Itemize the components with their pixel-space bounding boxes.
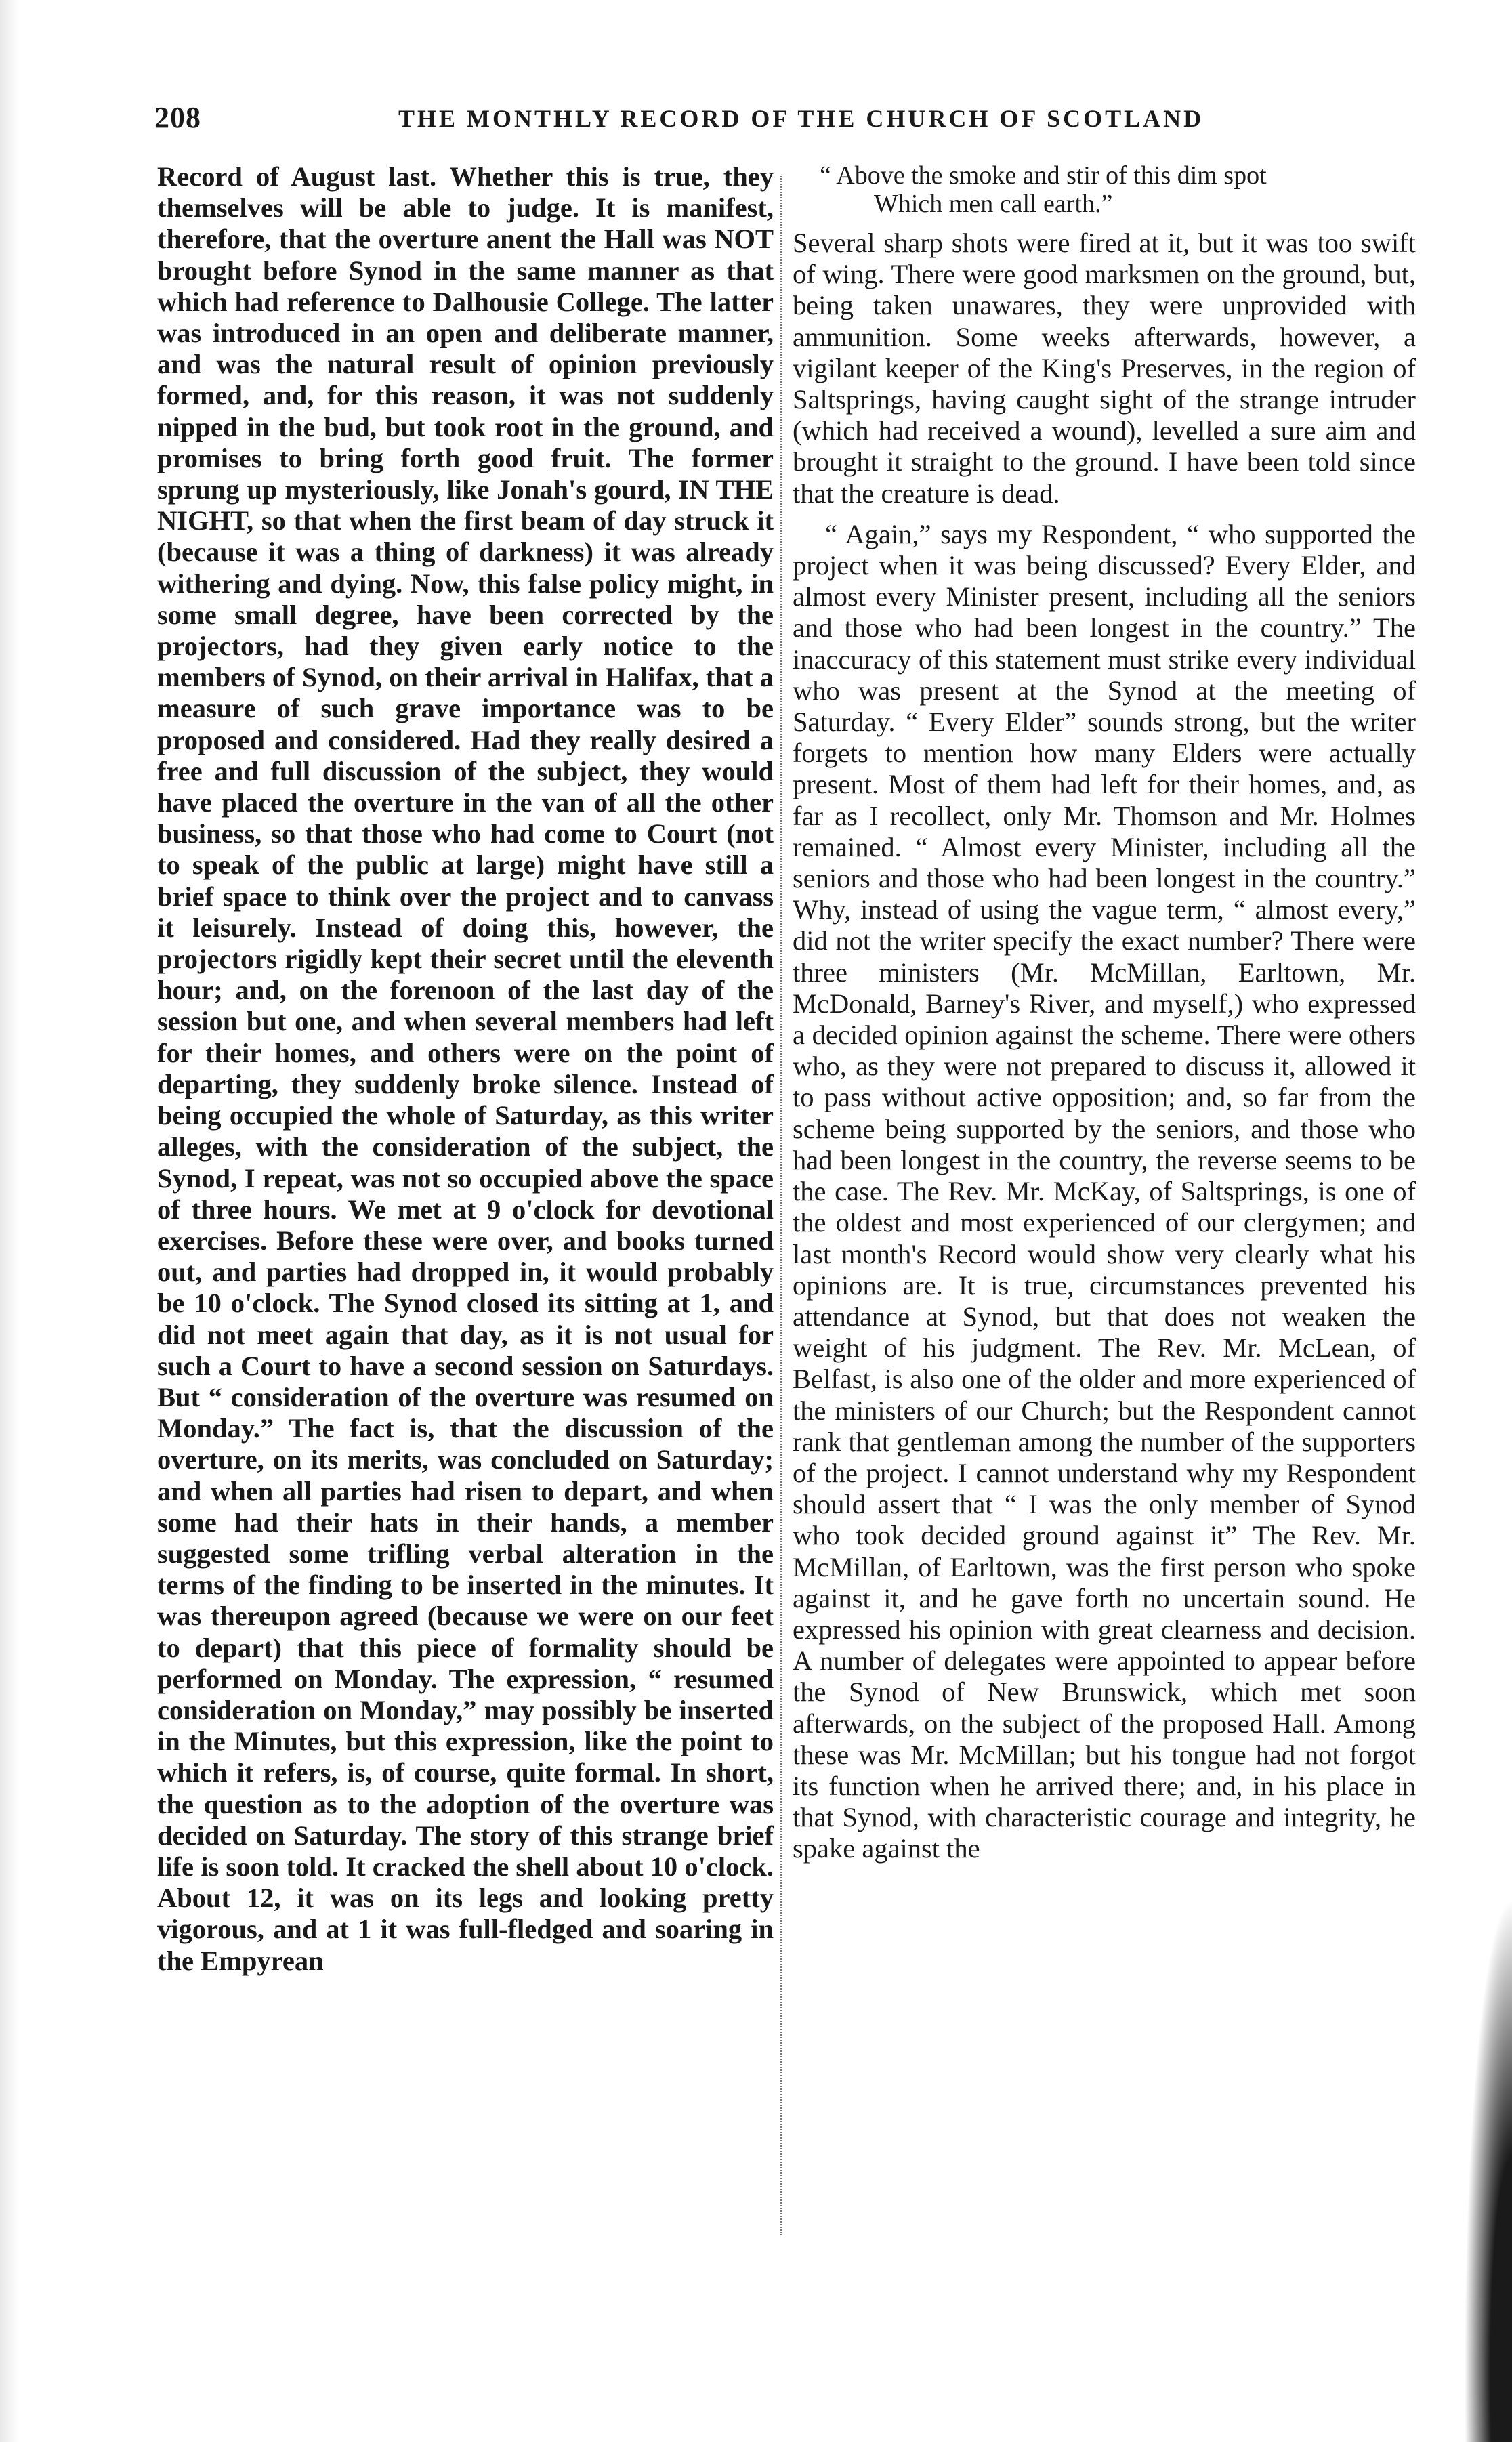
left-column [157, 161, 774, 1977]
page-edge-damage [1451, 1765, 1512, 2442]
quote-line-1: “ Above the smoke and stir of this dim spot [820, 161, 1267, 190]
paragraph-gap [793, 509, 1416, 519]
page-edge-shadow [0, 0, 19, 2442]
left-column-text: Record of August last. Whether this is true, they themselves will be able to judge. It is manifest, therefore, that the overture anent the Hall was NOT brought before Synod in the same manner as that which had reference to Dalhousie College. The latter was introduced in an open and deliberate manner, and was the natural result of opinion previously formed, and, for this reason, it was not suddenly nipped in the bud, but took root in the ground, and promises to bring forth good fruit. The former sprung up mysteriously, like Jonah's gourd, IN THE NIGHT, so that when the first beam of day struck it (because it was a thing of darkness) it was already withering and dying. Now, this false policy might, in some small degree, have been corrected by the projectors, had they given early notice to the members of Synod, on their arrival in Halifax, that a measure of such grave importance was to be proposed and considered. Had they really desired a free and full discussion of the subject, they would have placed the overture in the van of all the other business, so that those who had come to Court (not to speak of the public at large) might have still a brief space to think over the project and to canvass it leisurely. Instead of doing this, however, the projectors rigidly kept their secret until the eleventh hour; and, on the forenoon of the last day of the session but one, and when several members had left for their homes, and others were on the point of departing, they suddenly broke silence. Instead of being occupied the whole of Saturday, as this writer alleges, with the consideration of the subject, the Synod, I repeat, was not so occupied above the space of three hours. We met at 9 o'clock for devotional exercises. Before these were over, and books turned out, and parties had dropped in, it would probably be 10 o'clock. The Synod closed its sitting at 1, and did not meet again that day, as it is not usual for such a Court to have a second session on Saturdays. But “ consideration of the overture was resumed on Monday.” The fact is, that the discussion of the overture, on its merits, was concluded on Saturday; and when all parties had risen to depart, and when some had their hats in their hands, a member suggested some trifling verbal alteration in the terms of the finding to be inserted in the minutes. It was thereupon agreed (because we were on our feet to depart) that this piece of formality should be performed on Monday. The expression, “ resumed consideration on Monday,” may possibly be inserted in the Minutes, but this expression, like the point to which it refers, is, of course, quite formal. In short, the question as to the adoption of the overture was decided on Saturday. The story of this strange brief life is soon told. It cracked the shell about 10 o'clock. About 12, it was on its legs and looking pretty vigorous, and at 1 it was full-fledged and soaring in the Empyrean [157, 161, 774, 1976]
running-title: THE MONTHLY RECORD OF THE CHURCH OF SCOTLAND [398, 105, 1204, 132]
column-divider [780, 176, 782, 2235]
right-paragraph-2: “ Again,” says my Respondent, “ who supported the project when it was being discussed? Every Elder, and almost every Minister present, including all the seniors and those who had been longest in the country.” The inaccuracy of this statement must strike every individual who was present at the Synod at the meeting of Saturday. “ Every Elder” sounds strong, but the writer forgets to mention how many Elders were actually present. Most of them had left for their homes, and, as far as I recollect, only Mr. Thomson and Mr. Holmes remained. “ Almost every Minister, including all the seniors and those who had been longest in the country.” Why, instead of using the vague term, “ almost every,” did not the writer specify the exact number? There were three ministers (Mr. McMillan, Earltown, Mr. McDonald, Barney's River, and myself,) who expressed a decided opinion against the scheme. There were others who, as they were not prepared to discuss it, allowed it to pass without active opposition; and, so far from the scheme being supported by the seniors, and those who had been longest in the country, the reverse seems to be the case. The Rev. Mr. McKay, of Saltsprings, is one of the oldest and most experienced of our clergymen; and last month's Record would show very clearly what his opinions are. It is true, circumstances prevented his attendance at Synod, but that does not weaken the weight of his judgment. The Rev. Mr. McLean, of Belfast, is also one of the older and more experienced of the ministers of our Church; but the Respondent cannot rank that gentleman among the number of the supporters of the project. I cannot understand why my Respondent should assert that “ I was the only member of Synod who took decided ground against it” The Rev. Mr. McMillan, of Earltown, was the first person who spoke against it, and he gave forth no uncertain sound. He expressed his opinion with great clearness and decision. A number of delegates were appointed to appear before the Synod of New Brunswick, which met soon afterwards, on the subject of the proposed Hall. Among these was Mr. McMillan; but his tongue had not forgot its function when he arrived there; and, in his place in that Synod, with characteristic courage and integrity, he spake against the [793, 518, 1416, 1864]
right-column [793, 161, 1416, 1865]
quote-line-2: Which men call earth.” [874, 190, 1113, 218]
poetry-quote [793, 161, 1416, 218]
page-number: 208 [154, 101, 201, 134]
right-paragraph-1: Several sharp shots were fired at it, but it was too swift of wing. There were good marksmen on the ground, but, being taken unawares, they were unprovided with ammunition. Some weeks afterwards, however, a vigilant keeper of the King's Preserves, in the region of Saltsprings, having caught sight of the strange intruder (which had received a wound), levelled a sure aim and brought it straight to the ground. I have been told since that the creature is dead. [793, 228, 1416, 509]
page-header [154, 100, 1394, 141]
